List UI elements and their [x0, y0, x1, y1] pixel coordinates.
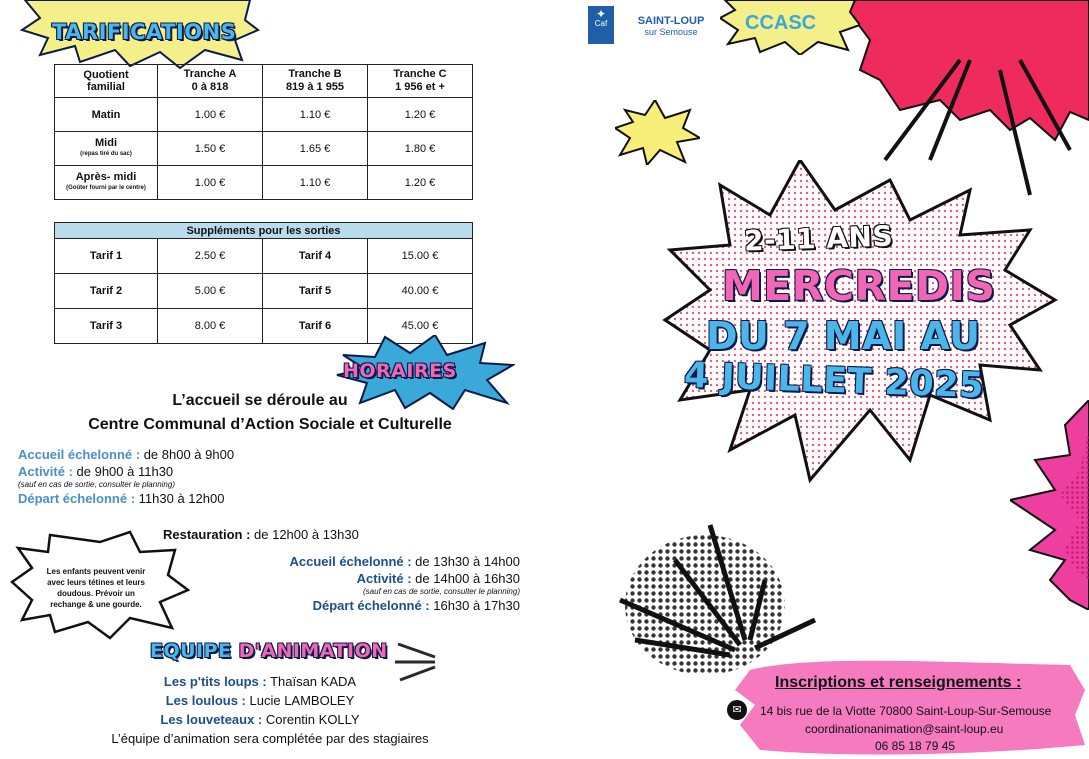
equipe-list: [70, 672, 450, 748]
schedule-value: de 12h00 à 13h30: [250, 527, 359, 542]
pink-burst-decoration: [1010, 400, 1089, 610]
hero-date-line2: 4 JUILLET 2025: [683, 355, 985, 407]
price-cell: 1.20 €: [368, 98, 473, 132]
head-label: 819 à 1 955: [285, 81, 345, 93]
schedule-line: [200, 570, 520, 587]
schedule-value: 11h30 à 12h00: [135, 491, 225, 506]
schedule-label: Activité :: [18, 464, 73, 479]
contact-email-link[interactable]: coordinationanimation@saint-loup.eu: [805, 722, 1004, 736]
contact-address: 14 bis rue de la Viotte 70800 Saint-Loup-Sur-Semouse: [760, 704, 1052, 718]
row-label: Après- midi: [75, 170, 137, 183]
saint-loup-logo-subtext: sur Semouse: [644, 27, 698, 37]
horaires-title: HORAIRES: [343, 360, 457, 382]
caf-logo-text: Caf: [594, 19, 608, 28]
equipe-label: Les loulous :: [165, 693, 246, 708]
head-label: Tranche A: [183, 68, 237, 80]
row-sublabel: (Goûter fourni par le centre): [66, 184, 146, 191]
tarif-label: Tarif 3: [55, 309, 158, 344]
tarif-head-cell: [55, 65, 158, 98]
head-label: 0 à 818: [191, 81, 229, 93]
price-cell: 5.00 €: [158, 274, 263, 309]
caf-logo: [588, 6, 614, 44]
equipe-name: Thaïsan KADA: [266, 674, 357, 689]
price-cell: 45.00 €: [368, 309, 473, 344]
schedule-label: Accueil échelonné :: [289, 554, 412, 569]
schedule-note: (sauf en cas de sortie, consulter le planning): [18, 480, 175, 489]
row-label: Matin: [55, 98, 158, 132]
row-sublabel: (repas tiré du sac): [80, 150, 132, 157]
schedule-value: de 9h00 à 11h30: [72, 464, 174, 479]
tarif-head-cell: [158, 65, 263, 98]
schedule-line: [200, 553, 520, 570]
equipe-name: Corentin KOLLY: [262, 712, 360, 727]
hero-date-line1: DU 7 MAI AU: [706, 314, 981, 358]
equipe-name: Lucie LAMBOLEY: [245, 693, 355, 708]
head-label: familial: [87, 81, 125, 93]
price-cell: 1.10 €: [263, 98, 368, 132]
table-row: [55, 274, 473, 309]
saint-loup-logo: [622, 6, 720, 42]
tarif-label: Tarif 1: [55, 239, 158, 274]
supplements-table: [54, 222, 473, 344]
restauration-line: [163, 527, 359, 542]
contact-title: Inscriptions et renseignements :: [775, 674, 1022, 691]
schedule-line: [18, 463, 234, 480]
equipe-title-b: D'ANIMATION: [231, 640, 388, 662]
equipe-title-a: EQUIPE: [150, 640, 232, 662]
schedule-value: 16h30 à 17h30: [429, 598, 520, 613]
schedule-label: Départ échelonné :: [18, 491, 136, 506]
tarif-label: Tarif 5: [263, 274, 368, 309]
table-row: [55, 239, 473, 274]
price-cell: 1.10 €: [263, 166, 368, 200]
caf-logo-icon: ✦: [595, 7, 607, 21]
tarif-head-cell: [368, 65, 473, 98]
price-cell: 2.50 €: [158, 239, 263, 274]
tarif-label: Tarif 2: [55, 274, 158, 309]
small-yellow-burst: [615, 100, 700, 165]
head-label: 1 956 et +: [395, 81, 445, 93]
equipe-label: Les p'tits loups :: [163, 674, 267, 689]
afternoon-schedule: [200, 553, 520, 614]
price-cell: 1.80 €: [368, 132, 473, 166]
age-range: 2-11 ANS: [743, 219, 894, 258]
row-label-cell: [55, 132, 158, 166]
supplements-title: Suppléments pour les sorties: [55, 223, 473, 239]
tarifications-title: TARIFICATIONS: [52, 20, 237, 44]
equipe-title: [150, 640, 388, 662]
equipe-label: Les louveteaux :: [160, 712, 263, 727]
table-row: [55, 166, 473, 200]
tarif-label: Tarif 6: [263, 309, 368, 344]
price-cell: 15.00 €: [368, 239, 473, 274]
schedule-label: Départ échelonné :: [312, 598, 430, 613]
equipe-row: [70, 710, 450, 729]
schedule-note: (sauf en cas de sortie, consulter le planning): [363, 587, 520, 596]
price-cell: 1.20 €: [368, 166, 473, 200]
head-label: Quotient: [83, 69, 129, 81]
schedule-label: Accueil échelonné :: [18, 447, 141, 462]
accueil-line1: L’accueil se déroule au: [172, 392, 348, 409]
mail-icon: ✉: [727, 700, 747, 720]
schedule-line: [200, 597, 520, 614]
equipe-row: [70, 691, 450, 710]
table-row: [55, 98, 473, 132]
schedule-value: de 14h00 à 16h30: [411, 571, 520, 586]
schedule-label: Restauration :: [163, 527, 251, 542]
row-label-cell: [55, 166, 158, 200]
equipe-row: [70, 672, 450, 691]
schedule-value: de 8h00 à 9h00: [140, 447, 235, 462]
head-label: Tranche B: [288, 68, 342, 80]
price-cell: 40.00 €: [368, 274, 473, 309]
head-label: Tranche C: [393, 68, 447, 80]
hero-days: MERCREDIS: [722, 262, 996, 310]
price-cell: 1.00 €: [158, 98, 263, 132]
price-cell: 1.65 €: [263, 132, 368, 166]
row-label: Midi: [95, 136, 117, 149]
bubble-text: Les enfants peuvent venir avec leurs tétines et leurs doudous. Prévoir un rechange & une gourde.: [46, 567, 146, 609]
saint-loup-logo-text: SAINT-LOUP: [637, 15, 705, 27]
tarif-head-cell: [263, 65, 368, 98]
tarif-label: Tarif 4: [263, 239, 368, 274]
tarif-table: [54, 64, 473, 200]
price-cell: 1.50 €: [158, 132, 263, 166]
equipe-note: L’équipe d’animation sera complétée par des stagiaires: [111, 731, 429, 746]
schedule-value: de 13h30 à 14h00: [411, 554, 520, 569]
morning-schedule: [18, 446, 234, 507]
price-cell: 8.00 €: [158, 309, 263, 344]
schedule-line: [18, 490, 234, 507]
schedule-label: Activité :: [356, 571, 412, 586]
schedule-line: [18, 446, 234, 463]
contact-phone: 06 85 18 79 45: [875, 739, 956, 753]
price-cell: 1.00 €: [158, 166, 263, 200]
ccasc-logo: CCASC: [745, 12, 817, 34]
accueil-line2: Centre Communal d’Action Sociale et Culturelle: [88, 416, 452, 433]
table-row: [55, 132, 473, 166]
